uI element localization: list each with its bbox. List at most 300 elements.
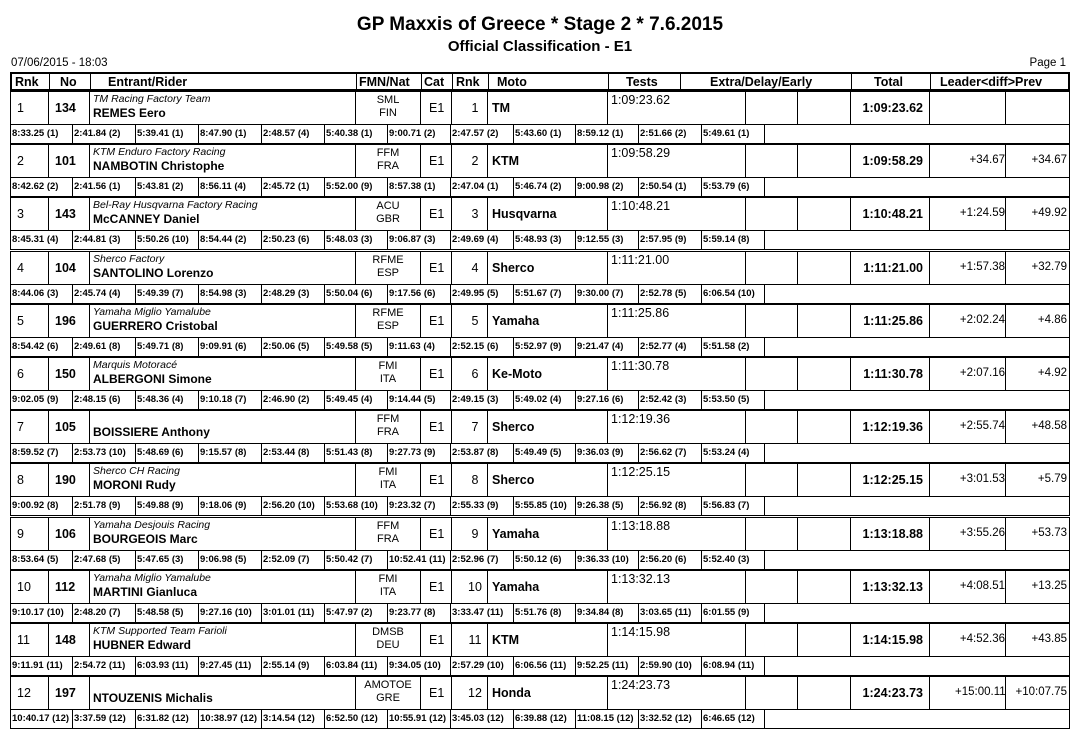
split-time: 9:26.38 (5) [576, 496, 639, 515]
split-time: 5:47.65 (3) [136, 550, 199, 569]
rider-team: Marquis Motoracé [93, 359, 178, 371]
rider-diff-prev: +10:07.75 [1015, 686, 1067, 699]
rider-diff-leader: +1:57.38 [959, 260, 1005, 273]
rider-team: Yamaha Miglio Yamalube [93, 571, 211, 584]
split-time: 5:49.58 (5) [325, 337, 388, 356]
rider-rank: 10 [17, 579, 31, 594]
rider-diff-prev: +13.25 [1031, 579, 1067, 592]
split-time: 6:06.54 (10) [702, 284, 765, 303]
split-time: 5:39.41 (1) [136, 124, 199, 143]
rider-fmn: SML [376, 94, 400, 106]
split-time: 6:03.84 (11) [325, 656, 388, 675]
rider-fmn: FFM [376, 413, 400, 426]
rider-moto: Sherco [492, 420, 535, 435]
rider-category-rank: 4 [471, 260, 479, 275]
split-time: 9:02.05 (9) [11, 390, 73, 409]
rider-rank: 4 [17, 260, 24, 275]
rider-moto: KTM [492, 154, 520, 169]
rider-main-line [11, 464, 1069, 497]
split-time: 9:11.63 (4) [388, 337, 451, 356]
rider-nationality: FRA [377, 532, 399, 545]
split-time: 10:52.41 (11) [388, 550, 451, 569]
split-time: 2:48.57 (4) [262, 124, 325, 143]
split-time: 9:17.56 (6) [388, 284, 451, 303]
rider-fmn: ACU [376, 200, 400, 213]
rider-tests-time: 1:13:18.88 [611, 518, 671, 533]
rider-diff-prev: +5.79 [1037, 473, 1067, 486]
split-time: 9:34.05 (10) [388, 656, 451, 675]
rider-tests-time: 1:14:15.98 [611, 625, 671, 639]
split-time: 8:45.31 (4) [11, 230, 73, 249]
split-time: 9:00.71 (2) [388, 124, 451, 143]
split-time: 9:10.18 (7) [199, 390, 262, 409]
split-time: 2:53.73 (10) [73, 443, 136, 462]
split-time: 9:15.57 (8) [199, 443, 262, 462]
split-time: 5:51.67 (7) [514, 284, 576, 303]
split-time: 9:00.98 (2) [576, 177, 639, 196]
split-time: 9:06.87 (3) [388, 230, 451, 249]
rider-fmn: FMI [378, 466, 398, 479]
rider-rank: 12 [17, 686, 31, 701]
rider-nationality: FIN [379, 107, 397, 119]
rider-number: 106 [55, 526, 76, 541]
rider-nationality: ITA [379, 479, 397, 492]
rider-nationality: GBR [376, 213, 400, 226]
rider-main-line [11, 92, 1069, 125]
split-time: 9:27.16 (6) [576, 390, 639, 409]
rider-diff-leader: +2:07.16 [959, 367, 1005, 379]
split-time: 5:50.12 (6) [514, 550, 576, 569]
rider-tests-time: 1:24:23.73 [611, 678, 671, 693]
rider-fmn: FFM [376, 519, 400, 532]
rider-rank: 11 [17, 633, 30, 647]
split-time: 8:33.25 (1) [11, 124, 73, 143]
rider-split-times [11, 124, 1069, 143]
split-time: 9:23.77 (8) [388, 603, 451, 622]
rider-diff-prev: +32.79 [1031, 260, 1067, 273]
col-cat-rnk: Rnk [456, 75, 480, 89]
rider-nationality: ESP [376, 266, 399, 279]
rider-moto: Sherco [492, 260, 535, 275]
rider-total-time: 1:24:23.73 [862, 686, 923, 701]
table-row [10, 251, 1070, 304]
split-time: 2:55.33 (9) [451, 496, 514, 515]
rider-diff-leader: +34.67 [969, 154, 1005, 167]
split-time: 5:49.39 (7) [136, 284, 199, 303]
rider-diff-prev: +43.85 [1031, 633, 1067, 645]
rider-rank: 2 [17, 154, 24, 169]
split-time: 2:47.57 (2) [451, 124, 514, 143]
split-time: 9:06.98 (5) [199, 550, 262, 569]
rider-category-rank: 7 [471, 420, 479, 435]
rider-team: Yamaha Miglio Yamalube [93, 305, 211, 318]
rider-moto: Husqvarna [492, 207, 557, 222]
rider-diff-prev: +49.92 [1031, 207, 1067, 220]
rider-fmn-nat [359, 147, 417, 173]
col-rnk: Rnk [15, 75, 39, 89]
rider-total-time: 1:10:48.21 [862, 207, 923, 222]
rider-fmn-nat [359, 360, 417, 386]
rider-number: 104 [55, 260, 76, 275]
split-time: 2:59.90 (10) [639, 656, 702, 675]
split-time: 2:47.68 (5) [73, 550, 136, 569]
rider-rank: 8 [17, 473, 24, 488]
rider-tests-time: 1:12:19.36 [611, 412, 671, 427]
split-time: 3:03.65 (11) [639, 603, 702, 622]
rider-team: KTM Enduro Factory Racing [93, 146, 226, 159]
rider-main-line [11, 252, 1069, 285]
rider-diff-leader: +4:08.51 [959, 579, 1005, 592]
rider-nationality: DEU [376, 639, 400, 651]
rider-number: 105 [55, 420, 76, 435]
split-time: 9:11.91 (11) [11, 656, 73, 675]
split-time: 6:01.55 (9) [702, 603, 765, 622]
col-tests: Tests [626, 75, 658, 89]
rider-number: 143 [55, 207, 76, 222]
rider-category-rank: 3 [471, 207, 479, 222]
split-time: 8:54.98 (3) [199, 284, 262, 303]
rider-split-times [11, 603, 1069, 622]
split-time: 5:59.14 (8) [702, 230, 765, 249]
split-time: 5:49.61 (1) [702, 124, 765, 143]
rider-category: E1 [429, 633, 445, 647]
rider-split-times [11, 337, 1069, 356]
rider-category-rank: 9 [471, 526, 479, 541]
rider-category: E1 [429, 686, 445, 701]
split-time: 6:39.88 (12) [514, 709, 576, 728]
split-time: 2:52.09 (7) [262, 550, 325, 569]
split-time: 5:48.58 (5) [136, 603, 199, 622]
split-time: 2:52.15 (6) [451, 337, 514, 356]
rider-fmn-nat [359, 520, 417, 546]
table-row [10, 197, 1070, 250]
rider-fmn: RFME [372, 253, 404, 266]
split-time: 8:57.38 (1) [388, 177, 451, 196]
split-time: 2:50.23 (6) [262, 230, 325, 249]
rider-diff-prev: +53.73 [1031, 526, 1067, 539]
split-time: 2:57.29 (10) [451, 656, 514, 675]
rider-name: ALBERGONI Simone [93, 372, 212, 386]
rider-number: 196 [55, 313, 76, 328]
rider-name: SANTOLINO Lorenzo [93, 265, 214, 280]
rider-category: E1 [429, 420, 445, 435]
rider-nationality: FRA [377, 426, 399, 439]
rider-name: GUERRERO Cristobal [93, 318, 218, 333]
rider-tests-time: 1:09:23.62 [611, 93, 671, 107]
split-time: 2:52.96 (7) [451, 550, 514, 569]
rider-moto: KTM [492, 633, 520, 647]
rider-category-rank: 1 [471, 101, 479, 115]
split-time: 3:14.54 (12) [262, 709, 325, 728]
rider-moto: Yamaha [492, 526, 540, 541]
split-time: 8:59.52 (7) [11, 443, 73, 462]
split-time: 2:53.87 (8) [451, 443, 514, 462]
rider-name: NTOUZENIS Michalis [93, 691, 213, 706]
rider-category: E1 [429, 207, 445, 222]
split-time: 5:56.83 (7) [702, 496, 765, 515]
rider-total-time: 1:09:23.62 [862, 101, 923, 115]
split-time: 9:27.16 (10) [199, 603, 262, 622]
split-time: 2:52.78 (5) [639, 284, 702, 303]
rider-tests-time: 1:11:21.00 [611, 252, 670, 267]
rider-fmn: RFME [372, 306, 404, 319]
table-row [10, 517, 1070, 570]
table-row [10, 676, 1070, 729]
rider-nationality: ITA [379, 373, 397, 385]
rider-fmn-nat [359, 307, 417, 333]
rider-total-time: 1:12:19.36 [862, 420, 923, 435]
rider-category: E1 [429, 260, 445, 275]
rider-number: 112 [55, 579, 76, 594]
split-time: 2:41.56 (1) [73, 177, 136, 196]
rider-total-time: 1:11:25.86 [863, 313, 923, 328]
split-time: 5:51.43 (8) [325, 443, 388, 462]
rider-diff-prev: +48.58 [1031, 420, 1067, 433]
split-time: 5:48.93 (3) [514, 230, 576, 249]
table-header [10, 72, 1070, 91]
split-time: 9:10.17 (10) [11, 603, 73, 622]
rider-fmn: FFM [376, 147, 400, 160]
split-time: 6:08.94 (11) [702, 656, 765, 675]
rider-split-times [11, 443, 1069, 462]
split-time: 8:54.42 (6) [11, 337, 73, 356]
split-time: 6:46.65 (12) [702, 709, 765, 728]
rider-number: 150 [55, 367, 76, 381]
rider-number: 101 [55, 154, 76, 169]
split-time: 8:54.44 (2) [199, 230, 262, 249]
col-leader: Leader<diff>Prev [940, 75, 1043, 89]
split-time: 2:49.69 (4) [451, 230, 514, 249]
rider-split-times [11, 390, 1069, 409]
rider-nationality: ITA [379, 585, 397, 598]
rider-fmn-nat [359, 413, 417, 439]
col-extra: Extra/Delay/Early [710, 75, 813, 89]
split-time: 5:53.24 (4) [702, 443, 765, 462]
table-row [10, 304, 1070, 357]
split-time: 5:53.79 (6) [702, 177, 765, 196]
rider-fmn-nat [359, 626, 417, 652]
split-time: 2:44.81 (3) [73, 230, 136, 249]
split-time: 2:49.61 (8) [73, 337, 136, 356]
split-time: 2:51.66 (2) [639, 124, 702, 143]
split-time: 8:53.64 (5) [11, 550, 73, 569]
rider-tests-time: 1:12:25.15 [611, 465, 671, 480]
split-time: 5:43.81 (2) [136, 177, 199, 196]
split-time: 5:46.74 (2) [514, 177, 576, 196]
split-time: 9:52.25 (11) [576, 656, 639, 675]
split-time: 9:36.33 (10) [576, 550, 639, 569]
split-time: 2:51.78 (9) [73, 496, 136, 515]
rider-main-line [11, 571, 1069, 604]
rider-total-time: 1:13:32.13 [862, 579, 923, 594]
rider-main-line [11, 411, 1069, 444]
split-time: 5:43.60 (1) [514, 124, 576, 143]
col-cat: Cat [424, 75, 445, 89]
rider-main-line [11, 518, 1069, 551]
rider-total-time: 1:13:18.88 [862, 526, 923, 541]
rider-category: E1 [429, 579, 445, 594]
split-time: 5:55.85 (10) [514, 496, 576, 515]
rider-moto: Honda [492, 686, 531, 701]
rider-main-line [11, 624, 1069, 657]
split-time: 8:47.90 (1) [199, 124, 262, 143]
rider-diff-leader: +3:01.53 [959, 473, 1005, 486]
rider-total-time: 1:11:21.00 [863, 260, 923, 275]
split-time: 6:31.82 (12) [136, 709, 199, 728]
rider-main-line [11, 145, 1069, 178]
rider-split-times [11, 709, 1069, 728]
rider-diff-leader: +4:52.36 [959, 633, 1005, 645]
rider-diff-leader: +1:24.59 [959, 207, 1005, 220]
rider-fmn-nat [359, 679, 417, 705]
report-datetime: 07/06/2015 - 18:03 [11, 57, 108, 69]
rider-category-rank: 11 [468, 633, 482, 647]
split-time: 5:53.50 (5) [702, 390, 765, 409]
rider-diff-prev: +4.92 [1037, 367, 1067, 379]
split-time: 2:48.20 (7) [73, 603, 136, 622]
split-time: 9:30.00 (7) [576, 284, 639, 303]
split-time: 9:27.45 (11) [199, 656, 262, 675]
split-time: 2:45.74 (4) [73, 284, 136, 303]
rider-rank: 9 [17, 526, 24, 541]
rider-moto: TM [492, 101, 511, 115]
rider-number: 134 [55, 101, 76, 115]
rider-team: Sherco CH Racing [93, 465, 180, 478]
rider-category-rank: 10 [468, 579, 482, 594]
rider-fmn-nat [359, 573, 417, 599]
rider-team: Sherco Factory [93, 252, 165, 265]
rider-number: 190 [55, 473, 76, 488]
table-row [10, 144, 1070, 197]
rider-name: BOISSIERE Anthony [93, 425, 210, 440]
rider-diff-leader: +3:55.26 [959, 526, 1005, 539]
rider-tests-time: 1:10:48.21 [611, 199, 671, 214]
split-time: 2:57.95 (9) [639, 230, 702, 249]
page-title: GP Maxxis of Greece * Stage 2 * 7.6.2015 [356, 14, 724, 35]
split-time: 5:52.97 (9) [514, 337, 576, 356]
split-time: 5:49.71 (8) [136, 337, 199, 356]
split-time: 5:51.76 (8) [514, 603, 576, 622]
split-time: 2:52.42 (3) [639, 390, 702, 409]
split-time: 9:27.73 (9) [388, 443, 451, 462]
rider-tests-time: 1:11:25.86 [611, 305, 670, 320]
split-time: 2:48.15 (6) [73, 390, 136, 409]
split-time: 3:45.03 (12) [451, 709, 514, 728]
rider-name: MARTINI Gianluca [93, 584, 198, 599]
split-time: 9:36.03 (9) [576, 443, 639, 462]
rider-fmn: FMI [378, 360, 398, 372]
split-time: 8:44.06 (3) [11, 284, 73, 303]
rider-name: McCANNEY Daniel [93, 212, 200, 227]
split-time: 10:38.97 (12) [199, 709, 262, 728]
rider-category-rank: 5 [471, 313, 479, 328]
rider-split-times [11, 284, 1069, 303]
rider-name: HUBNER Edward [93, 638, 192, 652]
split-time: 5:53.68 (10) [325, 496, 388, 515]
rider-team: TM Racing Factory Team [93, 93, 211, 105]
split-time: 9:23.32 (7) [388, 496, 451, 515]
rider-fmn-nat [359, 200, 417, 226]
split-time: 2:52.77 (4) [639, 337, 702, 356]
col-total: Total [874, 75, 903, 89]
rider-category: E1 [429, 473, 445, 488]
rider-split-times [11, 496, 1069, 515]
split-time: 5:52.40 (3) [702, 550, 765, 569]
split-time: 5:49.45 (4) [325, 390, 388, 409]
split-time: 6:03.93 (11) [136, 656, 199, 675]
rider-rank: 1 [17, 101, 24, 115]
rider-team: Bel-Ray Husqvarna Factory Racing [93, 199, 258, 212]
split-time: 5:50.26 (10) [136, 230, 199, 249]
rider-total-time: 1:11:30.78 [863, 367, 923, 381]
split-time: 5:50.04 (6) [325, 284, 388, 303]
split-time: 2:41.84 (2) [73, 124, 136, 143]
col-no: No [60, 75, 77, 89]
split-time: 11:08.15 (12) [576, 709, 639, 728]
split-time: 2:48.29 (3) [262, 284, 325, 303]
table-row [10, 357, 1070, 410]
rider-moto: Ke-Moto [492, 367, 542, 381]
rider-split-times [11, 177, 1069, 196]
split-time: 5:48.03 (3) [325, 230, 388, 249]
rider-team: KTM Supported Team Farioli [93, 625, 227, 637]
rider-moto: Sherco [492, 473, 535, 488]
rider-main-line [11, 677, 1069, 710]
split-time: 9:18.06 (9) [199, 496, 262, 515]
split-time: 2:45.72 (1) [262, 177, 325, 196]
rider-category: E1 [429, 367, 445, 381]
rider-diff-leader: +15:00.11 [955, 686, 1006, 699]
rider-diff-prev: +4.86 [1037, 313, 1067, 326]
split-time: 10:40.17 (12) [11, 709, 73, 728]
rider-number: 148 [55, 633, 76, 647]
rider-team: Yamaha Desjouis Racing [93, 518, 211, 531]
split-time: 6:52.50 (12) [325, 709, 388, 728]
split-time: 2:56.20 (6) [639, 550, 702, 569]
table-row [10, 623, 1070, 676]
rider-main-line [11, 305, 1069, 338]
split-time: 3:32.52 (12) [639, 709, 702, 728]
rider-fmn: FMI [378, 572, 398, 585]
split-time: 8:56.11 (4) [199, 177, 262, 196]
split-time: 6:06.56 (11) [514, 656, 576, 675]
rider-total-time: 1:09:58.29 [862, 154, 923, 169]
split-time: 9:09.91 (6) [199, 337, 262, 356]
rider-name: NAMBOTIN Christophe [93, 159, 225, 174]
rider-split-times [11, 656, 1069, 675]
rider-number: 197 [55, 686, 76, 701]
table-row [10, 570, 1070, 623]
split-time: 3:01.01 (11) [262, 603, 325, 622]
split-time: 5:48.69 (6) [136, 443, 199, 462]
rider-main-line [11, 198, 1069, 231]
rider-moto: Yamaha [492, 579, 540, 594]
rider-nationality: GRE [376, 692, 400, 705]
split-time: 2:49.95 (5) [451, 284, 514, 303]
page-number: Page 1 [1029, 57, 1066, 69]
split-time: 3:33.47 (11) [451, 603, 514, 622]
split-time: 5:48.36 (4) [136, 390, 199, 409]
col-entrant: Entrant/Rider [108, 75, 188, 89]
rider-nationality: ESP [376, 319, 399, 332]
rider-name: BOURGEOIS Marc [93, 531, 198, 546]
rider-category: E1 [429, 154, 445, 169]
split-time: 9:21.47 (4) [576, 337, 639, 356]
rider-fmn: DMSB [372, 626, 404, 638]
split-time: 10:55.91 (12) [388, 709, 451, 728]
rider-split-times [11, 550, 1069, 569]
rider-name: MORONI Rudy [93, 478, 176, 493]
